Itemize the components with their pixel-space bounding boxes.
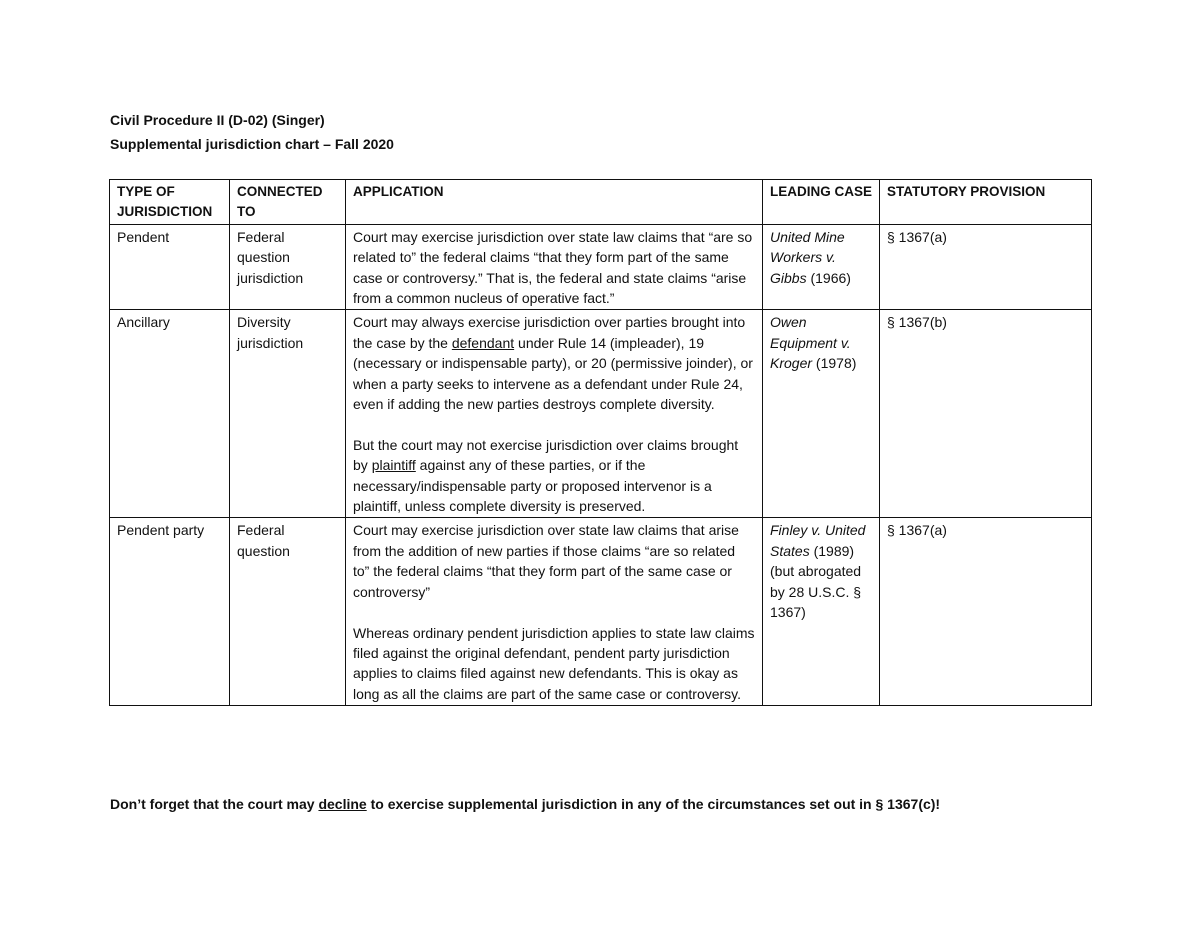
- case-name: Finley v. United States: [770, 522, 866, 559]
- application-paragraph: [353, 312, 755, 414]
- case-year: (1978): [812, 355, 857, 372]
- case-name: United Mine Workers v. Gibbs: [770, 228, 845, 286]
- paragraph-gap: [353, 414, 755, 434]
- cell-leading-case: [763, 310, 880, 518]
- document-subtitle: Supplemental jurisdiction chart – Fall 2020: [110, 136, 394, 152]
- case-year: (1966): [806, 269, 851, 286]
- table-row: [110, 518, 1092, 706]
- text-run: under Rule 14 (impleader), 19 (necessary or indispensable party), or 20 (permissive joinder), or when a party seeks to intervene as a defendant under Rule 24, even if adding the new parties destroys complete diversity.: [353, 334, 753, 413]
- application-paragraph: Court may exercise jurisdiction over state law claims that “are so related to” the federal claims “that they form part of the same case or controversy.” That is, the federal and state claims “arise from a common nucleus of operative fact.”: [353, 228, 753, 307]
- underlined-term-decline: decline: [318, 796, 367, 812]
- paragraph-gap: [353, 602, 755, 622]
- text-run: Don’t forget that the court may: [110, 796, 319, 812]
- cell-statute: § 1367(a): [880, 518, 1092, 706]
- cell-leading-case: [763, 518, 880, 706]
- column-header-statutory-provision: STATUTORY PROVISION: [880, 180, 1092, 225]
- jurisdiction-chart-table: [109, 179, 1092, 706]
- cell-type: Pendent: [110, 224, 230, 310]
- cell-type: Pendent party: [110, 518, 230, 706]
- cell-connected: Diversity jurisdiction: [230, 310, 346, 518]
- cell-type: Ancillary: [110, 310, 230, 518]
- underlined-term-plaintiff: plaintiff: [371, 457, 416, 474]
- cell-connected: Federal question: [230, 518, 346, 706]
- application-paragraph: [353, 435, 755, 517]
- application-paragraph: Whereas ordinary pendent jurisdiction applies to state law claims filed against the original defendant, pendent party jurisdiction applies to claims filed against new defendants. This is okay as long as all the claims are part of the same case or controversy.: [353, 624, 755, 702]
- case-name: Owen Equipment v. Kroger: [770, 314, 851, 372]
- application-paragraph: Court may exercise jurisdiction over state law claims that arise from the addition of new parties if those claims “are so related to” the federal claims “that they form part of the same case or controversy”: [353, 522, 739, 600]
- column-header-type: TYPE OF JURISDICTION: [110, 180, 230, 225]
- column-header-application: APPLICATION: [346, 180, 763, 225]
- cell-leading-case: [763, 224, 880, 310]
- text-run: against any of these parties, or if the necessary/indispensable party or proposed intervenor is a plaintiff, unless complete diversity is preserved.: [353, 457, 712, 515]
- text-run: But the court may not exercise jurisdiction over claims brought by: [353, 436, 739, 474]
- cell-connected: Federal question jurisdiction: [230, 224, 346, 310]
- cell-statute: § 1367(a): [880, 224, 1092, 310]
- table-header-row: [110, 180, 1092, 225]
- document-title: Civil Procedure II (D-02) (Singer): [110, 112, 325, 128]
- case-year: (1989) (but abrogated by 28 U.S.C. § 1367): [770, 542, 862, 621]
- cell-application: [346, 310, 763, 518]
- cell-statute: § 1367(b): [880, 310, 1092, 518]
- text-run: Court may always exercise jurisdiction over parties brought into the case by the: [353, 314, 746, 351]
- cell-application: [346, 518, 763, 706]
- table-row: [110, 310, 1092, 518]
- column-header-leading-case: LEADING CASE: [763, 180, 880, 225]
- table-row: [110, 224, 1092, 310]
- cell-application: [346, 224, 763, 310]
- column-header-connected: CONNECTED TO: [230, 180, 346, 225]
- footer-note: [110, 796, 940, 812]
- text-run: to exercise supplemental jurisdiction in any of the circumstances set out in § 1367(c)!: [366, 796, 941, 812]
- underlined-term-defendant: defendant: [451, 334, 515, 351]
